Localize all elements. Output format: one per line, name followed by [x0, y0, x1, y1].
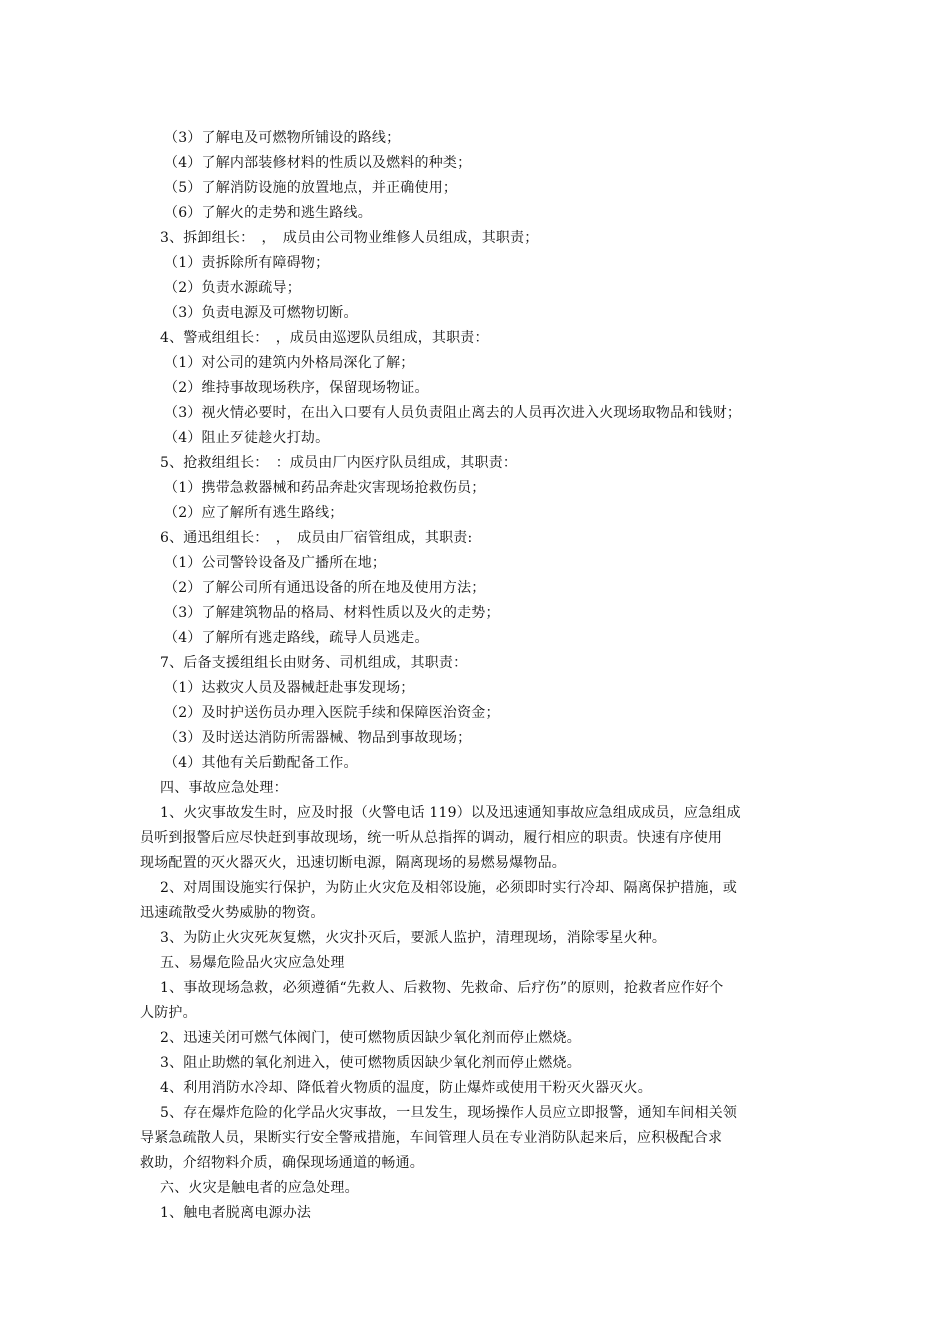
text-line: （5）了解消防设施的放置地点，并正确使用；: [164, 180, 458, 196]
text-line: 3、为防止火灾死灰复燃，火灾扑灭后，要派人监护，清理现场，消除零星火种。: [160, 930, 667, 946]
text-line: （2）应了解所有逃生路线；: [164, 505, 344, 521]
text-line: （3）了解电及可燃物所铺设的路线；: [164, 130, 401, 146]
text-line: （1）达救灾人员及器械赶赴事发现场；: [164, 680, 415, 696]
text-line: （3）视火情必要时，在出入口要有人员负责阻止离去的人员再次进入火现场取物品和钱财；: [164, 405, 742, 421]
text-line: （3）及时送达消防所需器械、物品到事故现场；: [164, 730, 472, 746]
text-line: （2）维持事故现场秩序，保留现场物证。: [164, 380, 429, 396]
text-line: 5、抢救组组长： ：成员由厂内医疗队员组成，其职责：: [160, 455, 518, 471]
text-line: （1）责拆除所有障碍物；: [164, 255, 330, 271]
section-heading: 六、火灾是触电者的应急处理。: [160, 1180, 359, 1196]
text-line: 3、拆卸组长： ， 成员由公司物业维修人员组成，其职责；: [160, 230, 539, 246]
text-line: 1、触电者脱离电源办法: [160, 1205, 312, 1221]
text-line: 导紧急疏散人员，果断实行安全警戒措施，车间管理人员在专业消防队起来后，应积极配合求: [140, 1130, 723, 1146]
text-line: 5、存在爆炸危险的化学品火灾事故，一旦发生，现场操作人员应立即报警，通知车间相关领: [160, 1105, 738, 1121]
text-line: （1）公司警铃设备及广播所在地；: [164, 555, 387, 571]
text-line: （4）其他有关后勤配备工作。: [164, 755, 358, 771]
text-line: 6、通迅组组长： ， 成员由厂宿管组成，其职责:: [160, 530, 473, 546]
section-heading: 五、易爆危险品火灾应急处理: [160, 955, 345, 971]
text-line: 现场配置的灭火器灭火，迅速切断电源，隔离现场的易燃易爆物品。: [140, 855, 566, 871]
text-line: （2）了解公司所有通迅设备的所在地及使用方法；: [164, 580, 486, 596]
text-line: （4）阻止歹徒趁火打劫。: [164, 430, 330, 446]
text-line: 迅速疏散受火势威胁的物资。: [140, 905, 325, 921]
text-line: 救助，介绍物料介质，确保现场通道的畅通。: [140, 1155, 424, 1171]
text-line: 3、阻止助燃的氧化剂进入，使可燃物质因缺少氧化剂而停止燃烧。: [160, 1055, 581, 1071]
text-line: （1）对公司的建筑内外格局深化了解；: [164, 355, 415, 371]
text-line: 7、后备支援组组长由财务、司机组成，其职责：: [160, 655, 468, 671]
text-line: 员听到报警后应尽快赶到事故现场，统一听从总指挥的调动，履行相应的职责。快速有序使用: [140, 830, 723, 846]
text-line: （2）及时护送伤员办理入医院手续和保障医治资金；: [164, 705, 500, 721]
text-line: （1）携带急救器械和药品奔赴灾害现场抢救伤员；: [164, 480, 486, 496]
text-line: 1、事故现场急救，必须遵循“先救人、后救物、先救命、后疗伤”的原则，抢救者应作好个: [160, 980, 724, 996]
text-line: （4）了解内部装修材料的性质以及燃料的种类；: [164, 155, 472, 171]
text-line: （2）负责水源疏导；: [164, 280, 301, 296]
text-line: （3）负责电源及可燃物切断。: [164, 305, 358, 321]
text-line: 4、警戒组组长： ，成员由巡逻队员组成，其职责：: [160, 330, 489, 346]
text-line: 2、迅速关闭可燃气体阀门，使可燃物质因缺少氧化剂而停止燃烧。: [160, 1030, 581, 1046]
text-line: 2、对周围设施实行保护，为防止火灾危及相邻设施，必须即时实行冷却、隔离保护措施，或: [160, 880, 738, 896]
text-line: （4）了解所有逃走路线，疏导人员逃走。: [164, 630, 429, 646]
text-line: 4、利用消防水冷却、降低着火物质的温度，防止爆炸或使用干粉灭火器灭火。: [160, 1080, 652, 1096]
text-line: 人防护。: [140, 1005, 197, 1021]
text-line: （3）了解建筑物品的格局、材料性质以及火的走势；: [164, 605, 500, 621]
section-heading: 四、事故应急处理：: [160, 780, 288, 796]
text-line: 1、火灾事故发生时，应及时报（火警电话 119）以及迅速通知事故应急组成成员，应急组成: [160, 805, 741, 821]
text-line: （6）了解火的走势和逃生路线。: [164, 205, 372, 221]
